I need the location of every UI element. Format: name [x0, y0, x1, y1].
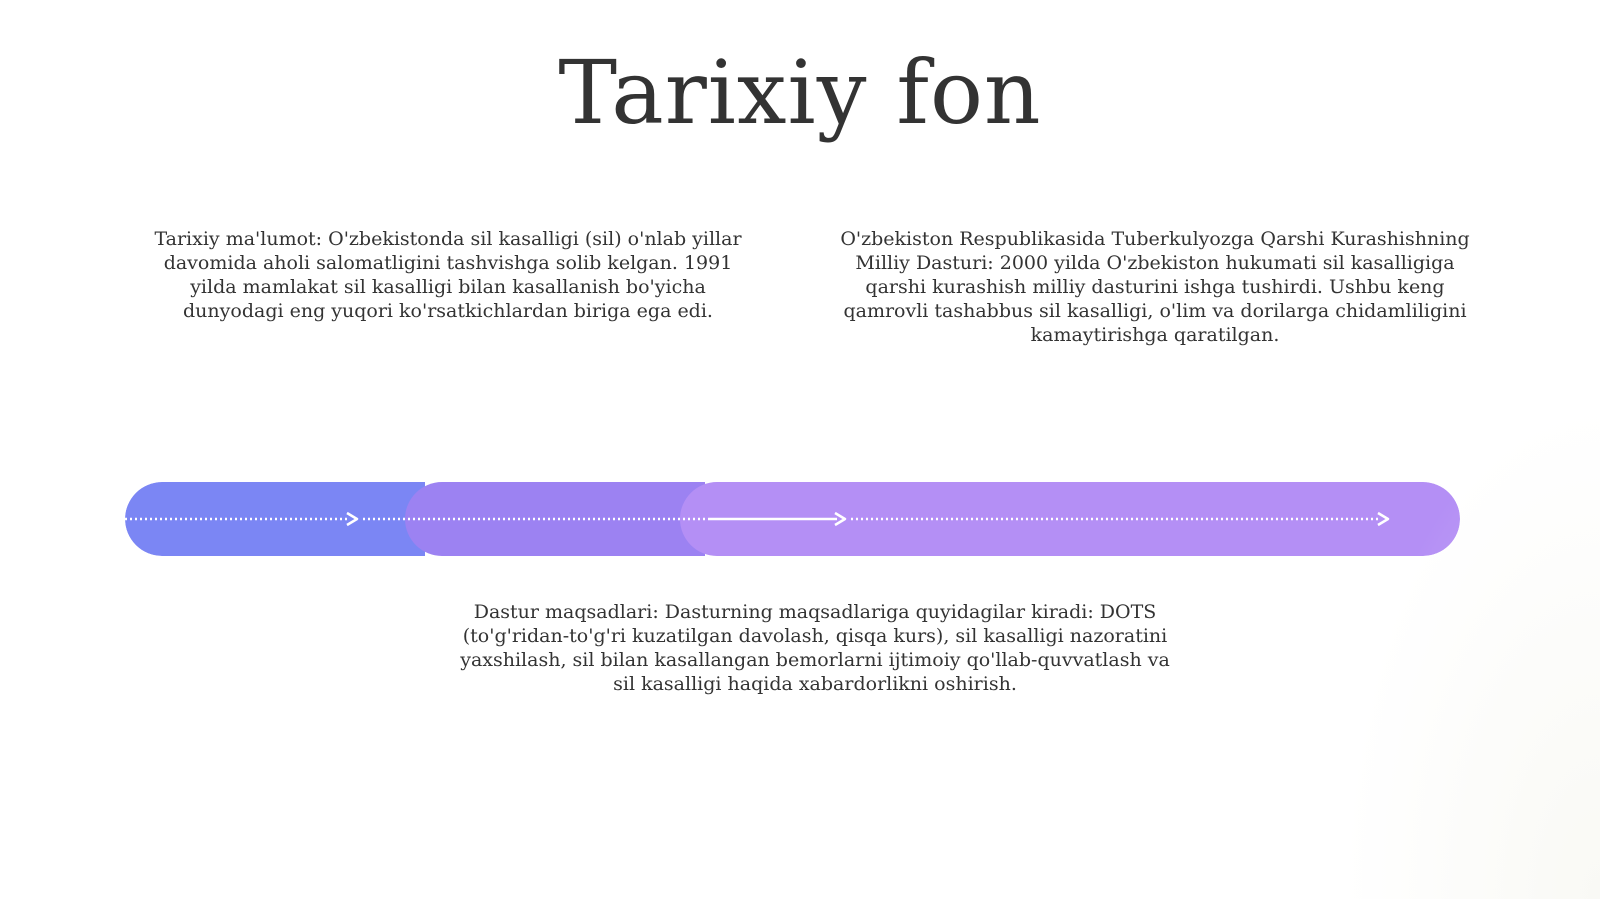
arrow-right-icon: [347, 513, 357, 525]
slide-title: Tarixiy fon: [558, 41, 1042, 144]
timeline-bar: [125, 482, 1460, 556]
history-paragraph: Tarixiy ma'lumot: O'zbekistonda sil kasalligi (sil) o'nlab yillar davomida aholi salomatligini tashvishga solib kelgan. 1991 yilda mamlakat sil kasalligi bilan kasallanish bo'yicha dunyodagi eng yuqori ko'rsatkichlardan biriga ega edi.: [154, 228, 742, 322]
timeline-track: [125, 482, 1460, 556]
national-program-paragraph: O'zbekiston Respublikasida Tuberkulyozga Qarshi Kurashishning Milliy Dasturi: 2000 yilda O'zbekiston hukumati sil kasalligiga qarshi kurashish milliy dasturini ishga tushirdi. Ushbu keng qamrovli tashabbus sil kasalligi, o'lim va dorilarga chidamliligini kamaytirishga qaratilgan.: [840, 228, 1470, 346]
corner-decoration: [1340, 399, 1600, 899]
program-goals-paragraph: Dastur maqsadlari: Dasturning maqsadlariga quyidagilar kiradi: DOTS (to'g'ridan-to'g'ri kuzatilgan davolash, qisqa kurs), sil kasalligi nazoratini yaxshilash, sil bilan kasallangan bemorlarni ijtimoiy qo'llab-quvvatlash va sil kasalligi haqida xabardorlikni oshirish.: [460, 601, 1170, 695]
